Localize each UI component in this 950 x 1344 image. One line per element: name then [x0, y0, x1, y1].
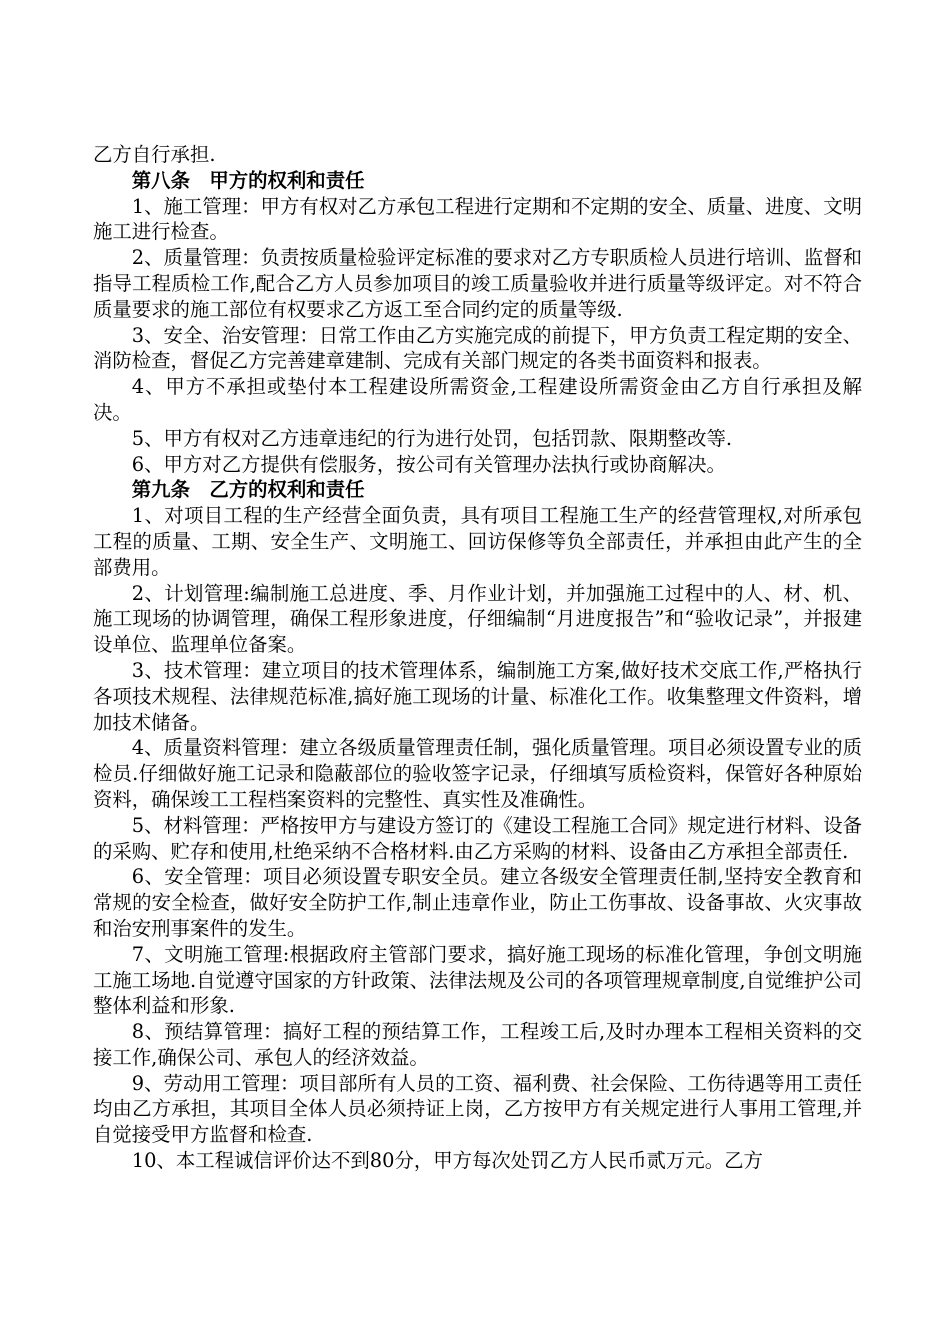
section-8-item-6: 6、甲方对乙方提供有偿服务，按公司有关管理办法执行或协商解决。	[131, 452, 726, 476]
section-8-heading: 第八条 甲方的权利和责任	[131, 168, 365, 192]
section-8-item-5: 5、甲方有权对乙方违章违纪的行为进行处罚，包括罚款、限期整改等.	[131, 426, 733, 450]
section-8-item-4: 4、甲方不承担或垫付本工程建设所需资金,工程建设所需资金由乙方自行承担及解决。	[93, 375, 862, 424]
section-9-item-3: 3、技术管理：建立项目的技术管理体系，编制施工方案,做好技术交底工作,严格执行各项技术规程、法律规范标准,搞好施工现场的计量、标准化工作。收集整理文件资料，增加技术储备。	[93, 658, 862, 734]
section-9-item-2: 2、计划管理:编制施工总进度、季、月作业计划，并加强施工过程中的人、材、机、施工现场的协调管理，确保工程形象进度，仔细编制“月进度报告”和“验收记录”，并报建设单位、监理单位备案。	[93, 581, 862, 657]
section-9-item-6: 6、安全管理：项目必须设置专职安全员。建立各级安全管理责任制,坚持安全教育和常规的安全检查，做好安全防护工作,制止违章作业，防止工伤事故、设备事故、火灾事故和治安刑事案件的发生。	[93, 865, 862, 940]
section-9-item-9: 9、劳动用工管理：项目部所有人员的工资、福利费、社会保险、工伤待遇等用工责任均由乙方承担，其项目全体人员必须持证上岗，乙方按甲方有关规定进行人事用工管理,并自觉接受甲方监督和检查.	[93, 1071, 862, 1147]
section-8-item-3: 3、安全、治安管理：日常工作由乙方实施完成的前提下，甲方负责工程定期的安全、消防检查，督促乙方完善建章建制、完成有关部门规定的各类书面资料和报表。	[93, 323, 862, 373]
section-9-item-5: 5、材料管理：严格按甲方与建设方签订的《建设工程施工合同》规定进行材料、设备的采购、贮存和使用,杜绝采纳不合格材料.由乙方采购的材料、设备由乙方承担全部责任.	[93, 813, 862, 863]
section-9-item-10: 10、本工程诚信评价达不到80分，甲方每次处罚乙方人民币贰万元。乙方	[131, 1149, 763, 1173]
section-9-heading: 第九条 乙方的权利和责任	[131, 478, 365, 502]
section-8-item-2: 2、质量管理：负责按质量检验评定标准的要求对乙方专职质检人员进行培训、监督和指导工程质检工作,配合乙方人员参加项目的竣工质量验收并进行质量等级评定。对不符合质量要求的施工部位有权要求乙方返工至合同约定的质量等级.	[93, 246, 862, 321]
section-9-item-1: 1、对项目工程的生产经营全面负责，具有项目工程施工生产的经营管理权,对所承包工程的质量、工期、安全生产、文明施工、回访保修等负全部责任，并承担由此产生的全部费用。	[93, 504, 862, 579]
section-9-item-7: 7、文明施工管理:根据政府主管部门要求，搞好施工现场的标准化管理，争创文明施工施工场地.自觉遵守国家的方针政策、法律法规及公司的各项管理规章制度,自觉维护公司整体利益和形象.	[93, 942, 862, 1018]
section-8-item-1: 1、施工管理：甲方有权对乙方承包工程进行定期和不定期的安全、质量、进度、文明施工进行检查。	[93, 194, 862, 244]
opening-line: 乙方自行承担.	[93, 143, 216, 166]
section-9-item-4: 4、质量资料管理：建立各级质量管理责任制，强化质量管理。项目必须设置专业的质检员.仔细做好施工记录和隐蔽部位的验收签字记录，仔细填写质检资料，保管好各种原始资料，确保竣工工程档案资料的完整性、真实性及准确性。	[93, 736, 862, 811]
section-9-item-8: 8、预结算管理：搞好工程的预结算工作，工程竣工后,及时办理本工程相关资料的交接工作,确保公司、承包人的经济效益。	[93, 1020, 862, 1069]
